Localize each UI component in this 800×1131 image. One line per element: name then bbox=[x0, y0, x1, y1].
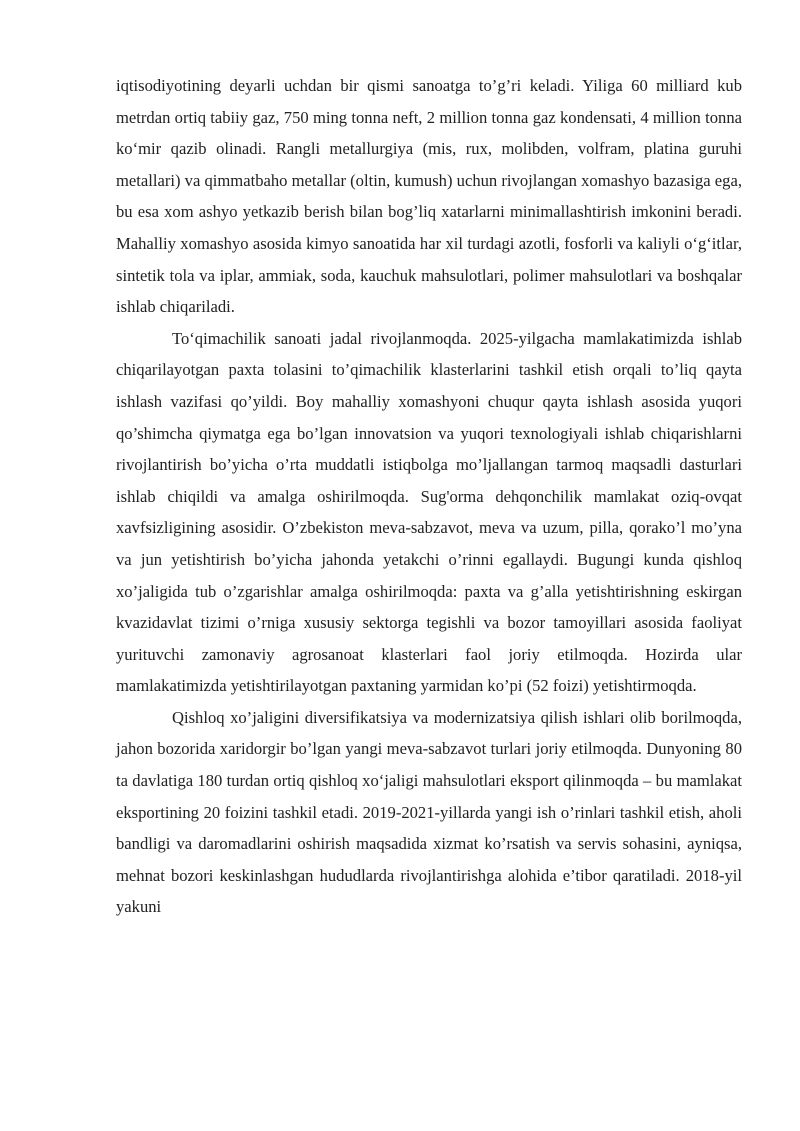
document-page bbox=[116, 70, 742, 923]
paragraph-textile-agriculture: To‘qimachilik sanoati jadal rivojlanmoqda. 2025-yilgacha mamlakatimizda ishlab chiqarilayotgan paxta tolasini to’qimachilik klasterlarini tashkil etish orqali to’liq qayta ishlash vazifasi qo’yildi. Boy mahalliy xomashyoni chuqur qayta ishlash asosida yuqori qo’shimcha qiymatga ega bo’lgan innovatsion va yuqori texnologiyali ishlab chiqarishlarni rivojlantirish bo’yicha o’rta muddatli istiqbolga mo’ljallangan tarmoq maqsadli dasturlari ishlab chiqildi va amalga oshirilmoqda. Sug'orma dehqonchilik mamlakat oziq-ovqat xavfsizligining asosidir. O’zbekiston meva-sabzavot, meva va uzum, pilla, qorako’l mo’yna va jun yetishtirish bo’yicha jahonda yetakchi o’rinni egallaydi. Bugungi kunda qishloq xo’jaligida tub o’zgarishlar amalga oshirilmoqda: paxta va g’alla yetishtirishning eskirgan kvazidavlat tizimi o’rniga xususiy sektorga tegishli va bozor tamoyillari asosida faoliyat yurituvchi zamonaviy agrosanoat klasterlari faol joriy etilmoqda. Hozirda ular mamlakatimizda yetishtirilayotgan paxtaning yarmidan ko’pi (52 foizi) yetishtirmoqda. bbox=[116, 328, 742, 696]
paragraph-industry: iqtisodiyotining deyarli uchdan bir qismi sanoatga to’g’ri keladi. Yiliga 60 milliard kub metrdan ortiq tabiiy gaz, 750 ming tonna neft, 2 million tonna gaz kondensati, 4 million tonna ko‘mir qazib olinadi. Rangli metallurgiya (mis, rux, molibden, volfram, platina guruhi metallari) va qimmatbaho metallar (oltin, kumush) uchun rivojlangan xomashyo bazasiga ega, bu esa xom ashyo yetkazib berish bilan bog’liq xatarlarni minimallashtirish imkonini beradi. Mahalliy xomashyo asosida kimyo sanoatida har xil turdagi azotli, fosforli va kaliyli o‘g‘itlar, sintetik tola va iplar, ammiak, soda, kauchuk mahsulotlari, polimer mahsulotlari va boshqalar ishlab chiqariladi. bbox=[116, 76, 742, 317]
paragraph-diversification: Qishloq xo’jaligini diversifikatsiya va modernizatsiya qilish ishlari olib borilmoqda, jahon bozorida xaridorgir bo’lgan yangi meva-sabzavot turlari joriy etilmoqda. Dunyoning 80 ta davlatiga 180 turdan ortiq qishloq xo‘jaligi mahsulotlari eksport qilinmoqda – bu mamlakat eksportining 20 foizini tashkil etadi. 2019-2021-yillarda yangi ish o’rinlari tashkil etish, aholi bandligi va daromadlarini oshirish maqsadida xizmat ko’rsatish va servis sohasini, ayniqsa, mehnat bozori keskinlashgan hududlarda rivojlantirishga alohida e’tibor qaratiladi. 2018-yil yakuni bbox=[116, 707, 742, 917]
